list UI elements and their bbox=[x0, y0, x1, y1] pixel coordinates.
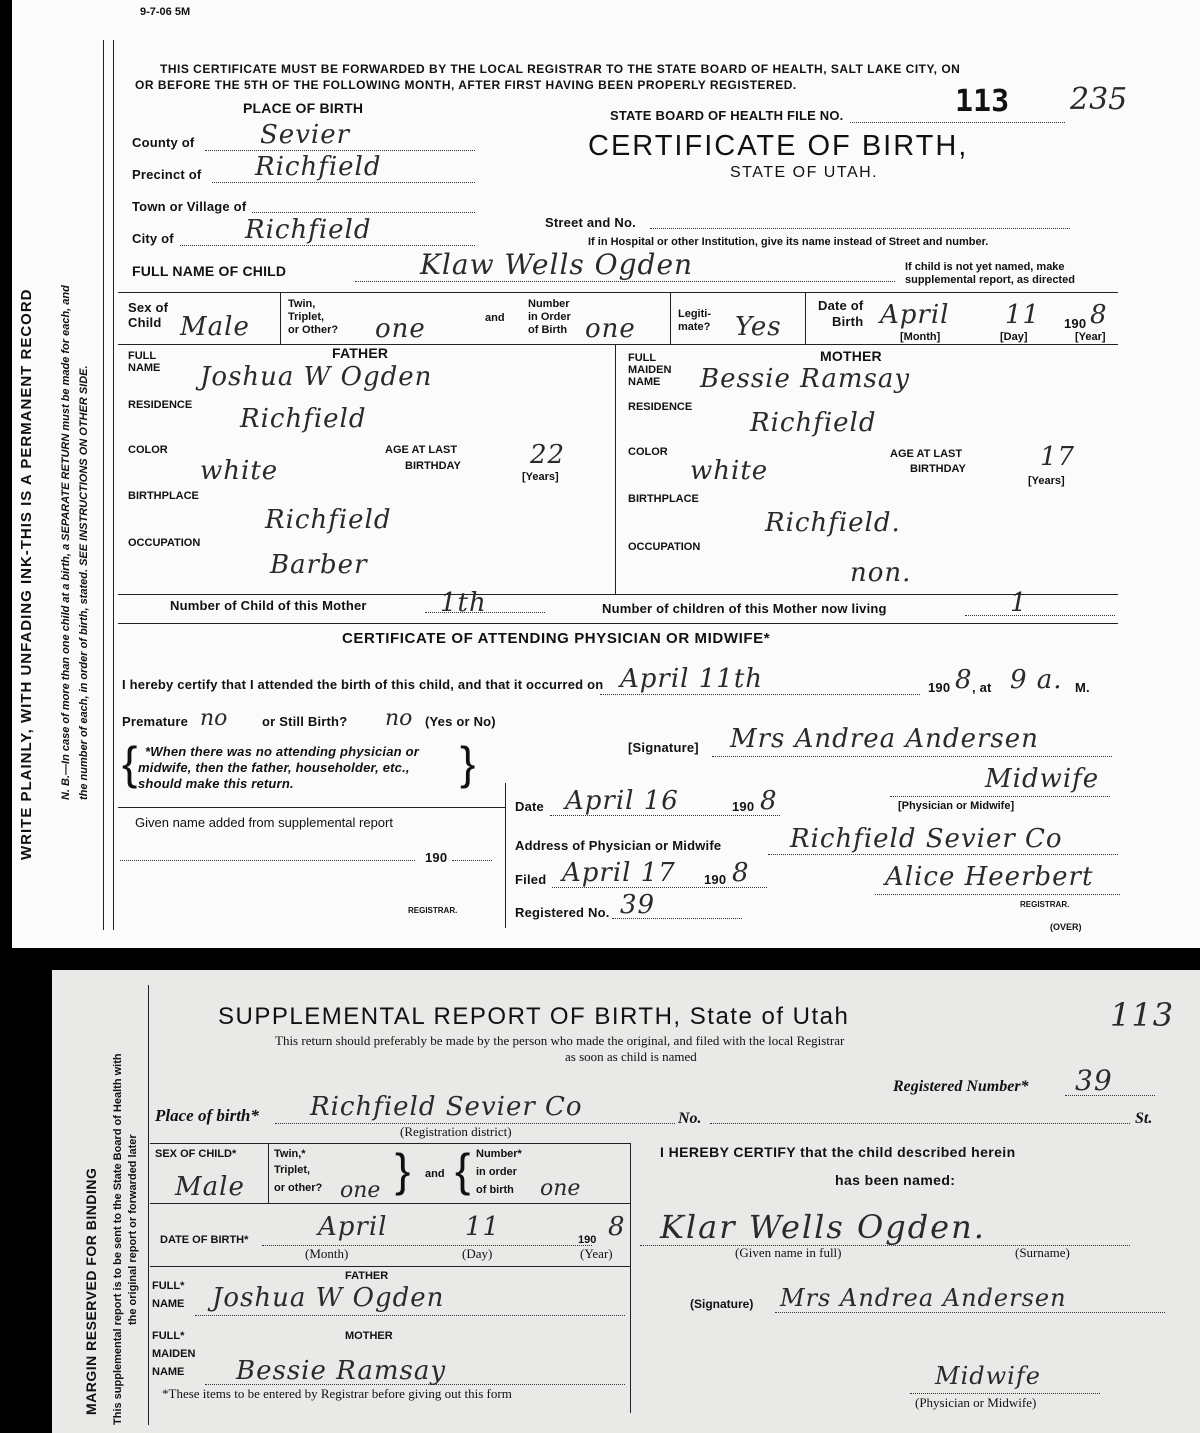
certify-year-prefix: 190 bbox=[928, 680, 951, 695]
filed-value: April 17 bbox=[562, 858, 676, 888]
supplemental-title: SUPPLEMENTAL REPORT OF BIRTH, State of Utah bbox=[218, 1003, 850, 1030]
physician-caption: [Physician or Midwife] bbox=[898, 800, 1015, 812]
mother-occupation: non. bbox=[850, 558, 912, 588]
father-age-label-2: BIRTHDAY bbox=[405, 460, 461, 472]
not-named-note-2: supplemental report, as directed bbox=[905, 274, 1075, 286]
mother-birthplace-label: BIRTHPLACE bbox=[628, 493, 699, 505]
registered-label: Registered No. bbox=[515, 905, 610, 920]
order-value: one bbox=[585, 314, 636, 344]
child-number-label: Number of Child of this Mother bbox=[170, 598, 367, 613]
still-value: no bbox=[385, 706, 413, 731]
given-name-label: Given name added from supplemental report bbox=[135, 815, 393, 830]
father-birthplace: Richfield bbox=[265, 505, 392, 535]
sup-registered-label: Registered Number* bbox=[893, 1078, 1029, 1095]
county-value: Sevier bbox=[260, 120, 351, 150]
given-190: 190 bbox=[425, 850, 448, 865]
midwife-value: Midwife bbox=[985, 764, 1100, 794]
sup-mother-full-label: FULL* bbox=[152, 1330, 185, 1342]
sup-father-heading: FATHER bbox=[345, 1270, 389, 1282]
mother-residence: Richfield bbox=[750, 408, 877, 438]
filed-label: Filed bbox=[515, 872, 547, 887]
sup-sex-label: SEX OF CHILD* bbox=[155, 1148, 237, 1160]
registration-caption: (Registration district) bbox=[400, 1124, 512, 1139]
notice-line-1: THIS CERTIFICATE MUST BE FORWARDED BY THE LOCAL REGISTRAR TO THE STATE BOARD OF HEALTH, SALT LAKE CITY, ON bbox=[160, 62, 961, 76]
left-rule bbox=[103, 40, 104, 930]
legit-label-2: mate? bbox=[678, 321, 711, 333]
sup-named-value: Klar Wells Ogden. bbox=[660, 1208, 986, 1246]
filed-year-digit: 8 bbox=[732, 858, 750, 888]
father-birthplace-label: BIRTHPLACE bbox=[128, 490, 199, 502]
yes-no: (Yes or No) bbox=[425, 714, 496, 729]
order-label-1: Number bbox=[528, 298, 570, 310]
brace-left: { bbox=[122, 737, 138, 789]
mother-color-label: COLOR bbox=[628, 446, 668, 458]
order-label-2: in Order bbox=[528, 311, 571, 323]
form-code: 9-7-06 5M bbox=[140, 6, 191, 18]
side-note-2: the number of each, in order of birth, stated. SEE INSTRUCTIONS ON OTHER SIDE. bbox=[78, 365, 90, 800]
father-occupation: Barber bbox=[270, 550, 368, 580]
hospital-note: If in Hospital or other Institution, give its name instead of Street and number. bbox=[588, 236, 989, 248]
father-full-label: FULL bbox=[128, 350, 157, 362]
over-label: (OVER) bbox=[1050, 922, 1082, 932]
father-age: 22 bbox=[530, 440, 566, 470]
date-year-prefix: 190 bbox=[732, 799, 755, 814]
mother-full-label: FULL bbox=[628, 352, 657, 364]
father-heading: FATHER bbox=[332, 345, 389, 361]
dob-year-prefix: 190 bbox=[1064, 316, 1087, 331]
signature-label: [Signature] bbox=[628, 740, 699, 755]
father-occupation-label: OCCUPATION bbox=[128, 537, 201, 549]
registered-value: 39 bbox=[620, 890, 656, 920]
registrar-signature: Alice Heerbert bbox=[885, 862, 1094, 892]
sup-midwife-value: Midwife bbox=[935, 1362, 1041, 1390]
file-no-value: 113 bbox=[955, 84, 1010, 119]
date-year-digit: 8 bbox=[760, 786, 778, 816]
legit-value: Yes bbox=[735, 312, 782, 342]
margin-text-1: MARGIN RESERVED FOR BINDING bbox=[83, 1167, 99, 1415]
mother-color: white bbox=[690, 456, 769, 486]
sup-given-caption: (Given name in full) bbox=[735, 1245, 842, 1260]
sup-mother-maiden-label: MAIDEN bbox=[152, 1348, 196, 1360]
given-registrar-label: REGISTRAR. bbox=[408, 906, 458, 915]
margin-text-3: the original report or forwarded later bbox=[127, 1134, 139, 1325]
sup-no-label: No. bbox=[678, 1110, 702, 1127]
file-no-label: STATE BOARD OF HEALTH FILE NO. bbox=[610, 108, 844, 123]
supplemental-subtitle-1: This return should preferably be made by the person who made the original, and filed with the local Registrar bbox=[275, 1033, 845, 1048]
father-name: Joshua W Ogden bbox=[200, 362, 433, 392]
sup-st-label: St. bbox=[1135, 1110, 1153, 1127]
sup-dob-year-prefix: 190 bbox=[578, 1234, 597, 1246]
sup-order-label-3: of birth bbox=[476, 1184, 514, 1196]
when-note-3: should make this return. bbox=[138, 776, 294, 791]
father-color: white bbox=[200, 456, 279, 486]
certificate-title: CERTIFICATE OF BIRTH, bbox=[588, 130, 969, 162]
father-residence-label: RESIDENCE bbox=[128, 399, 193, 411]
sup-order-label-2: in order bbox=[476, 1166, 517, 1178]
mother-heading: MOTHER bbox=[820, 348, 882, 364]
sup-order-label-1: Number* bbox=[476, 1148, 522, 1160]
mother-name-label: NAME bbox=[628, 376, 661, 388]
sup-and-label: and bbox=[425, 1168, 445, 1180]
year-caption: [Year] bbox=[1075, 331, 1106, 343]
signature-value: Mrs Andrea Andersen bbox=[730, 724, 1039, 754]
twin-label-3: or Other? bbox=[288, 324, 339, 336]
date-value: April 16 bbox=[565, 786, 679, 816]
certify-text: I hereby certify that I attended the birth of this child, and that it occurred on bbox=[122, 677, 604, 692]
dob-year-digit: 8 bbox=[1090, 300, 1108, 330]
mother-occupation-label: OCCUPATION bbox=[628, 541, 701, 553]
registrar-label: REGISTRAR. bbox=[1020, 900, 1070, 909]
sup-place-value: Richfield Sevier Co bbox=[310, 1092, 583, 1122]
sup-physician-caption: (Physician or Midwife) bbox=[915, 1395, 1037, 1410]
side-instruction: WRITE PLAINLY, WITH UNFADING INK-THIS IS A PERMANENT RECORD bbox=[18, 288, 35, 860]
when-note-1: *When there was no attending physician or bbox=[145, 744, 420, 759]
date-label: Date bbox=[515, 799, 544, 814]
dob-day: 11 bbox=[1005, 300, 1041, 330]
county-label: County of bbox=[132, 135, 195, 150]
certify-time: 9 a. bbox=[1010, 665, 1063, 695]
father-color-label: COLOR bbox=[128, 444, 168, 456]
filed-year-prefix: 190 bbox=[704, 872, 727, 887]
city-value: Richfield bbox=[245, 215, 372, 245]
certificate-subtitle: STATE OF UTAH. bbox=[730, 164, 879, 181]
sup-father-full-label: FULL* bbox=[152, 1280, 185, 1292]
mother-name: Bessie Ramsay bbox=[700, 364, 911, 394]
premature-label: Premature bbox=[122, 714, 189, 729]
margin-text-2: This supplemental report is to be sent to the State Board of Health with bbox=[112, 1053, 124, 1425]
precinct-value: Richfield bbox=[255, 152, 382, 182]
sup-signature-label: (Signature) bbox=[690, 1297, 754, 1311]
side-note-1: N. B.—In case of more than one child at a birth, a SEPARATE RETURN must be made for each, and bbox=[60, 285, 72, 800]
day-caption: [Day] bbox=[1000, 331, 1028, 343]
notice-line-2: OR BEFORE THE 5TH OF THE FOLLOWING MONTH, AFTER FIRST HAVING BEEN PROPERLY REGISTERED. bbox=[135, 78, 797, 92]
sex-value: Male bbox=[180, 312, 250, 342]
street-label: Street and No. bbox=[545, 215, 636, 230]
still-label: or Still Birth? bbox=[262, 714, 348, 729]
sup-twin-value: one bbox=[340, 1178, 381, 1203]
sup-day-caption: (Day) bbox=[462, 1246, 493, 1261]
legit-label-1: Legiti- bbox=[678, 308, 711, 320]
town-label: Town or Village of bbox=[132, 199, 247, 214]
file-no-extra: 235 bbox=[1070, 82, 1128, 117]
sup-dob-day: 11 bbox=[465, 1212, 501, 1242]
sup-registered-value: 39 bbox=[1075, 1064, 1113, 1097]
mother-age-label-2: BIRTHDAY bbox=[910, 463, 966, 475]
dob-label-2: Birth bbox=[832, 314, 864, 329]
sup-year-caption: (Year) bbox=[580, 1246, 613, 1261]
mother-residence-label: RESIDENCE bbox=[628, 401, 693, 413]
dob-month: April bbox=[880, 300, 950, 330]
m-label: M. bbox=[1075, 680, 1090, 695]
left-rule-2 bbox=[113, 40, 114, 930]
father-years-caption: [Years] bbox=[522, 471, 559, 483]
order-label-3: of Birth bbox=[528, 324, 568, 336]
sup-sex-value: Male bbox=[175, 1172, 245, 1202]
father-residence: Richfield bbox=[240, 404, 367, 434]
sup-dob-month: April bbox=[318, 1212, 388, 1242]
sup-signature-value: Mrs Andrea Andersen bbox=[780, 1284, 1067, 1312]
twin-value: one bbox=[375, 314, 426, 344]
supplemental-number: 113 bbox=[1110, 996, 1175, 1034]
precinct-label: Precinct of bbox=[132, 167, 202, 182]
sex-label-1: Sex of bbox=[128, 300, 169, 315]
certify-year-digit: 8 bbox=[955, 665, 973, 695]
sup-father-name: Joshua W Ogden bbox=[212, 1283, 445, 1313]
sup-place-label: Place of birth* bbox=[155, 1106, 259, 1125]
dob-label-1: Date of bbox=[818, 298, 864, 313]
sup-certify-line-2: has been named: bbox=[835, 1172, 956, 1188]
physician-heading: CERTIFICATE OF ATTENDING PHYSICIAN OR MIDWIFE* bbox=[342, 630, 771, 647]
city-label: City of bbox=[132, 231, 174, 246]
month-caption: [Month] bbox=[900, 331, 941, 343]
supplemental-subtitle-2: as soon as child is named bbox=[565, 1049, 697, 1064]
sup-month-caption: (Month) bbox=[305, 1246, 349, 1261]
not-named-note-1: If child is not yet named, make bbox=[905, 261, 1065, 273]
address-value: Richfield Sevier Co bbox=[790, 824, 1063, 854]
and-label: and bbox=[485, 312, 505, 324]
sup-dob-year-digit: 8 bbox=[608, 1212, 626, 1242]
brace-right: } bbox=[460, 737, 476, 789]
twin-label-1: Twin, bbox=[288, 298, 316, 310]
sup-twin-label-1: Twin,* bbox=[274, 1148, 306, 1160]
sup-certify-line-1: I HEREBY CERTIFY that the child described herein bbox=[660, 1144, 1016, 1160]
sup-twin-label-3: or other? bbox=[274, 1182, 323, 1194]
child-name-value: Klaw Wells Ogden bbox=[420, 248, 694, 281]
mother-age: 17 bbox=[1040, 442, 1076, 472]
certify-date: April 11th bbox=[620, 664, 764, 694]
twin-label-2: Triplet, bbox=[288, 311, 325, 323]
living-value: 1 bbox=[1010, 588, 1028, 618]
father-name-label: NAME bbox=[128, 362, 161, 374]
sup-father-name-label: NAME bbox=[152, 1298, 185, 1310]
sup-surname-caption: (Surname) bbox=[1015, 1245, 1070, 1260]
premature-value: no bbox=[200, 706, 228, 731]
mother-maiden-label: MAIDEN bbox=[628, 364, 672, 376]
sup-order-value: one bbox=[540, 1176, 581, 1201]
at-label: , at bbox=[972, 680, 992, 695]
sup-footnote: *These items to be entered by Registrar before giving out this form bbox=[162, 1386, 512, 1401]
father-age-label-1: AGE AT LAST bbox=[385, 444, 458, 456]
sup-twin-label-2: Triplet, bbox=[274, 1164, 311, 1176]
when-note-2: midwife, then the father, householder, etc., bbox=[138, 760, 410, 775]
place-of-birth-heading: PLACE OF BIRTH bbox=[243, 100, 364, 116]
mother-years-caption: [Years] bbox=[1028, 475, 1065, 487]
child-number-value: 1th bbox=[440, 588, 487, 618]
sup-mother-name-label: NAME bbox=[152, 1366, 185, 1378]
sup-mother-heading: MOTHER bbox=[345, 1330, 393, 1342]
child-name-label: FULL NAME OF CHILD bbox=[132, 263, 287, 279]
sex-label-2: Child bbox=[128, 315, 162, 330]
mother-birthplace: Richfield. bbox=[765, 508, 901, 538]
sup-mother-name: Bessie Ramsay bbox=[236, 1356, 447, 1386]
mother-age-label-1: AGE AT LAST bbox=[890, 448, 963, 460]
address-label: Address of Physician or Midwife bbox=[515, 838, 722, 853]
living-label: Number of children of this Mother now living bbox=[602, 601, 887, 616]
sup-dob-label: DATE OF BIRTH* bbox=[160, 1234, 249, 1246]
